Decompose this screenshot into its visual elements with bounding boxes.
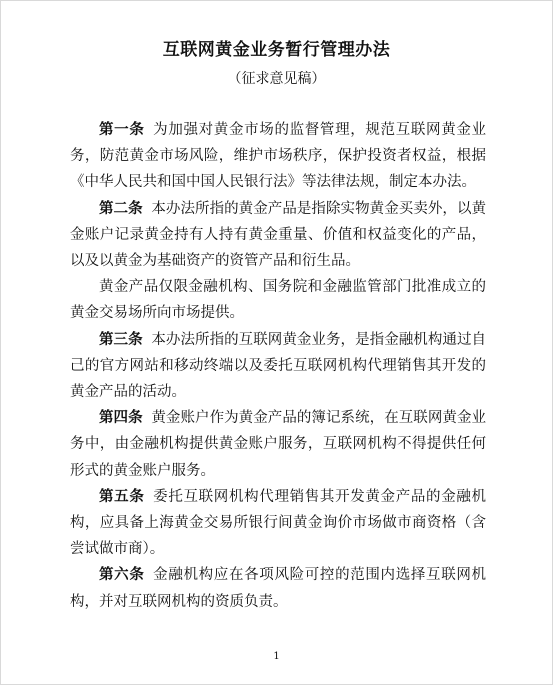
article-text: 为加强对黄金市场的监督管理，规范互联网黄金业务，防范黄金市场风险，维护市场秩序，保护投资者权益，根据《中华人民共和国中国人民银行法》等法律法规，制定本办法。 bbox=[70, 122, 487, 191]
document-subtitle: （征求意见稿） bbox=[227, 71, 326, 87]
article-paragraph bbox=[70, 405, 486, 484]
page-number: 1 bbox=[273, 651, 280, 662]
article-text: 黄金账户作为黄金产品的簿记系统，在互联网黄金业务中，由金融机构提供黄金账户服务，互联网机构不得提供任何形式的黄金账户服务。 bbox=[70, 410, 487, 479]
article-paragraph bbox=[70, 117, 486, 196]
article-text: 本办法所指的互联网黄金业务，是指金融机构通过自己的官方网站和移动终端以及委托互联网机构代理销售其开发的黄金产品的活动。 bbox=[70, 331, 487, 401]
article-paragraph bbox=[70, 562, 486, 614]
document-title: 互联网黄金业务暂行管理办法 bbox=[162, 40, 391, 60]
article-number: 第三条 bbox=[99, 331, 143, 348]
article-text: 金融机构应在各项风险可控的范围内选择互联网机构，并对互联网机构的资质负责。 bbox=[70, 567, 487, 610]
article-number: 第六条 bbox=[99, 567, 145, 584]
article-number: 第一条 bbox=[99, 122, 145, 138]
article-number: 第五条 bbox=[99, 488, 145, 505]
article-paragraph bbox=[70, 484, 486, 563]
article-text: 黄金产品仅限金融机构、国务院和金融监管部门批准成立的黄金交易场所向市场提供。 bbox=[70, 279, 486, 322]
document-body bbox=[70, 117, 486, 615]
article-text: 委托互联网机构代理销售其开发黄金产品的金融机构，应具备上海黄金交易所银行间黄金询价市场做市商资格（含尝试做市商）。 bbox=[70, 488, 487, 558]
article-paragraph bbox=[70, 274, 486, 326]
article-text: 本办法所指的黄金产品是指除实物黄金买卖外，以黄金账户记录黄金持有人持有黄金重量、价值和权益变化的产品，以及以黄金为基础资产的资管产品和衍生品。 bbox=[70, 200, 487, 270]
article-number: 第二条 bbox=[99, 200, 143, 217]
article-number: 第四条 bbox=[99, 410, 143, 427]
article-paragraph bbox=[70, 196, 486, 275]
article-paragraph bbox=[70, 327, 486, 406]
